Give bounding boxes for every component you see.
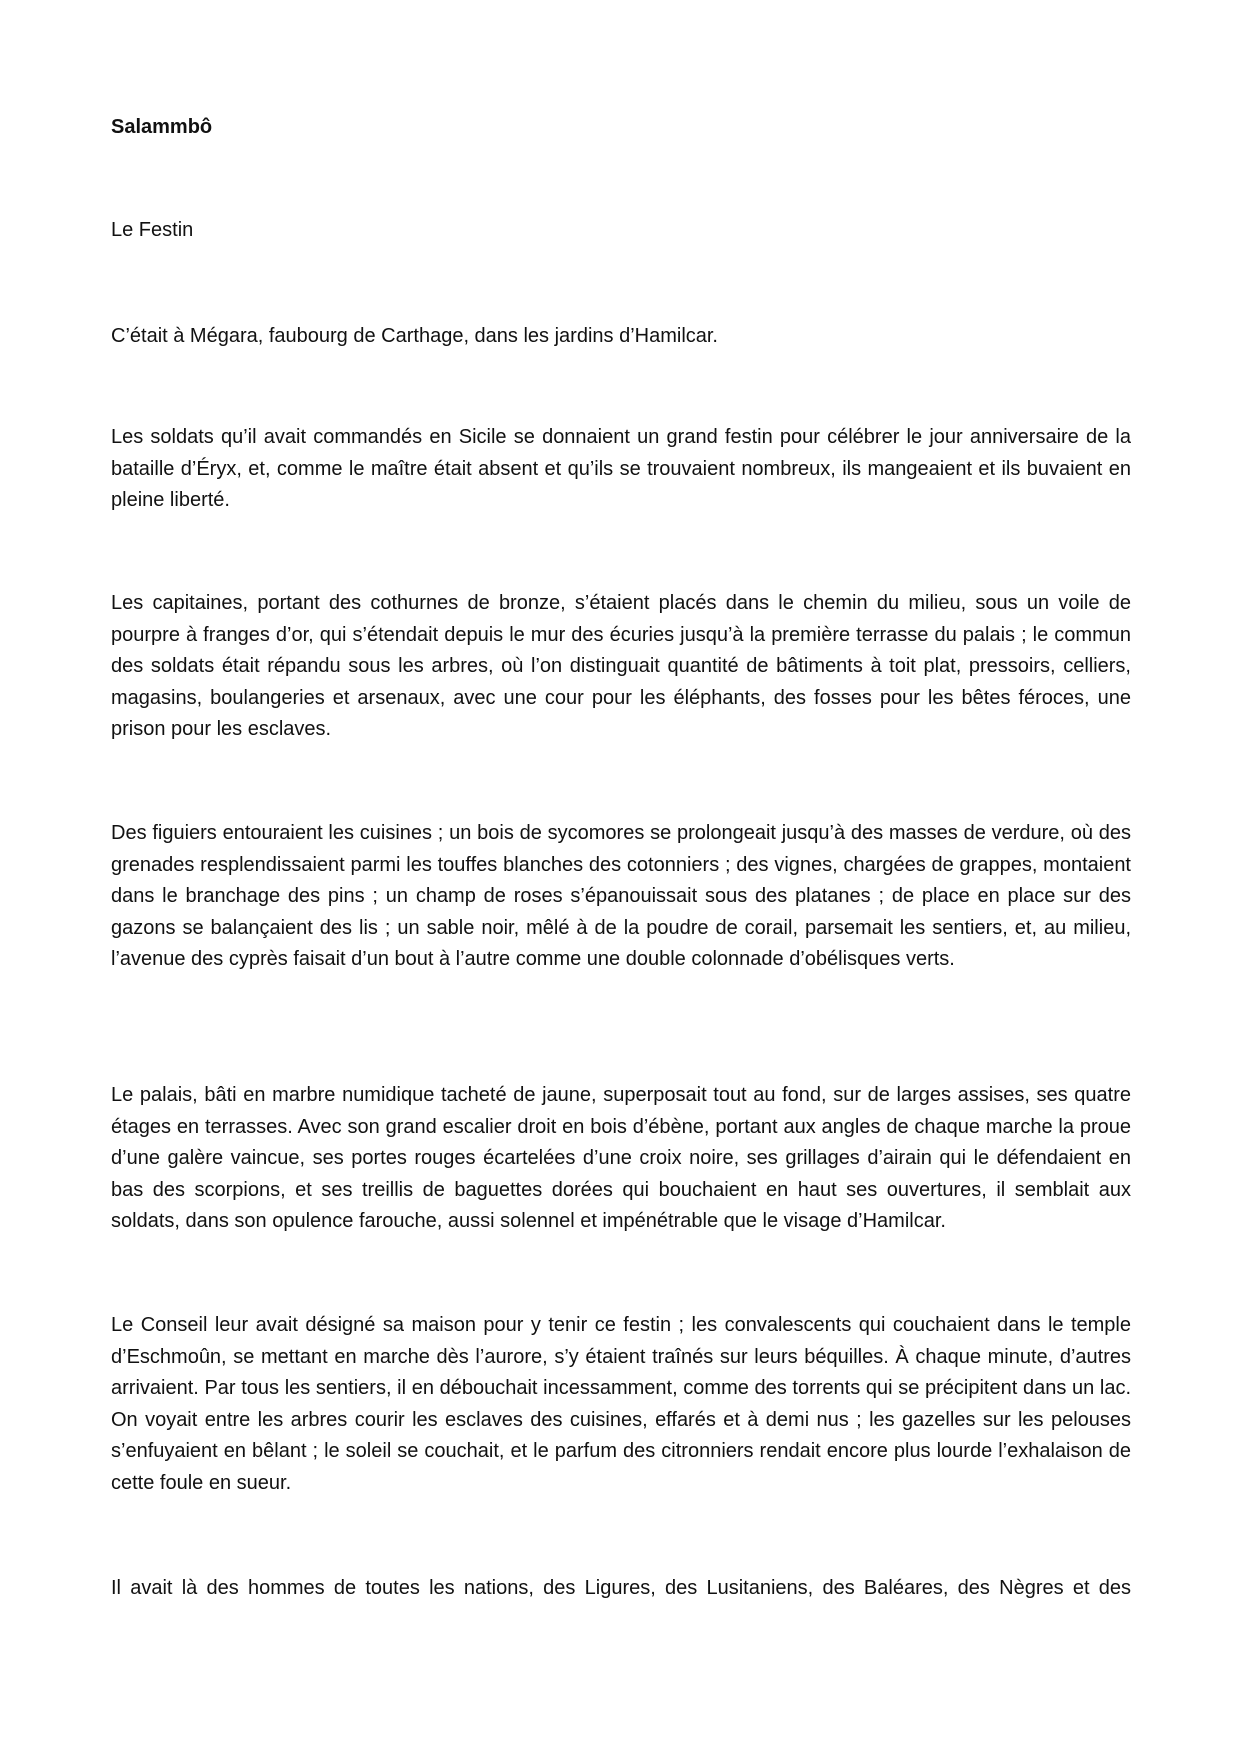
chapter-title: Le Festin [111, 219, 194, 241]
paragraph-7-truncated: Il avait là des hommes de toutes les nations, des Ligures, des Lusitaniens, des Baléares, des Nègres et des [111, 1577, 1131, 1599]
document-title: Salammbô [111, 116, 213, 138]
paragraph-2: Les soldats qu’il avait commandés en Sicile se donnaient un grand festin pour célébrer le jour anniversaire de la bataille d’Éryx, et, comme le maître était absent et qu’ils se trouvaient nombreux, ils mangeaient et ils buvaient en pleine liberté. [111, 426, 1131, 511]
paragraph-6: Le Conseil leur avait désigné sa maison pour y tenir ce festin ; les convalescents qui couchaient dans le temple d’Eschmoûn, se mettant en marche dès l’aurore, s’y étaient traînés sur leurs béquilles. À chaque minute, d’autres arrivaient. Par tous les sentiers, il en débouchait incessamment, comme des torrents qui se précipitent dans un lac. On voyait entre les arbres courir les esclaves des cuisines, effarés et à demi nus ; les gazelles sur les pelouses s’enfuyaient en bêlant ; le soleil se couchait, et le parfum des citronniers rendait encore plus lourde l’exhalaison de cette foule en sueur. [111, 1314, 1131, 1494]
paragraph-5: Le palais, bâti en marbre numidique tacheté de jaune, superposait tout au fond, sur de larges assises, ses quatre étages en terrasses. Avec son grand escalier droit en bois d’ébène, portant aux angles de chaque marche la proue d’une galère vaincue, ses portes rouges écartelées d’une croix noire, ses grillages d’airain qui le défendaient en bas des scorpions, et ses treillis de baguettes dorées qui bouchaient en haut ses ouvertures, il semblait aux soldats, dans son opulence farouche, aussi solennel et impénétrable que le visage d’Hamilcar. [111, 1084, 1131, 1232]
paragraph-3: Les capitaines, portant des cothurnes de bronze, s’étaient placés dans le chemin du milieu, sous un voile de pourpre à franges d’or, qui s’étendait depuis le mur des écuries jusqu’à la première terrasse du palais ; le commun des soldats était répandu sous les arbres, où l’on distinguait quantité de bâtiments à toit plat, pressoirs, celliers, magasins, boulangeries et arsenaux, avec une cour pour les éléphants, des fosses pour les bêtes féroces, une prison pour les esclaves. [111, 592, 1131, 740]
paragraph-1: C’était à Mégara, faubourg de Carthage, dans les jardins d’Hamilcar. [111, 325, 718, 347]
paragraph-4: Des figuiers entouraient les cuisines ; un bois de sycomores se prolongeait jusqu’à des masses de verdure, où des grenades resplendissaient parmi les touffes blanches des cotonniers ; des vignes, chargées de grappes, montaient dans le branchage des pins ; un champ de roses s’épanouissait sous des platanes ; de place en place sur des gazons se balançaient des lis ; un sable noir, mêlé à de la poudre de corail, parsemait les sentiers, et, au milieu, l’avenue des cyprès faisait d’un bout à l’autre comme une double colonnade d’obélisques verts. [111, 822, 1131, 970]
